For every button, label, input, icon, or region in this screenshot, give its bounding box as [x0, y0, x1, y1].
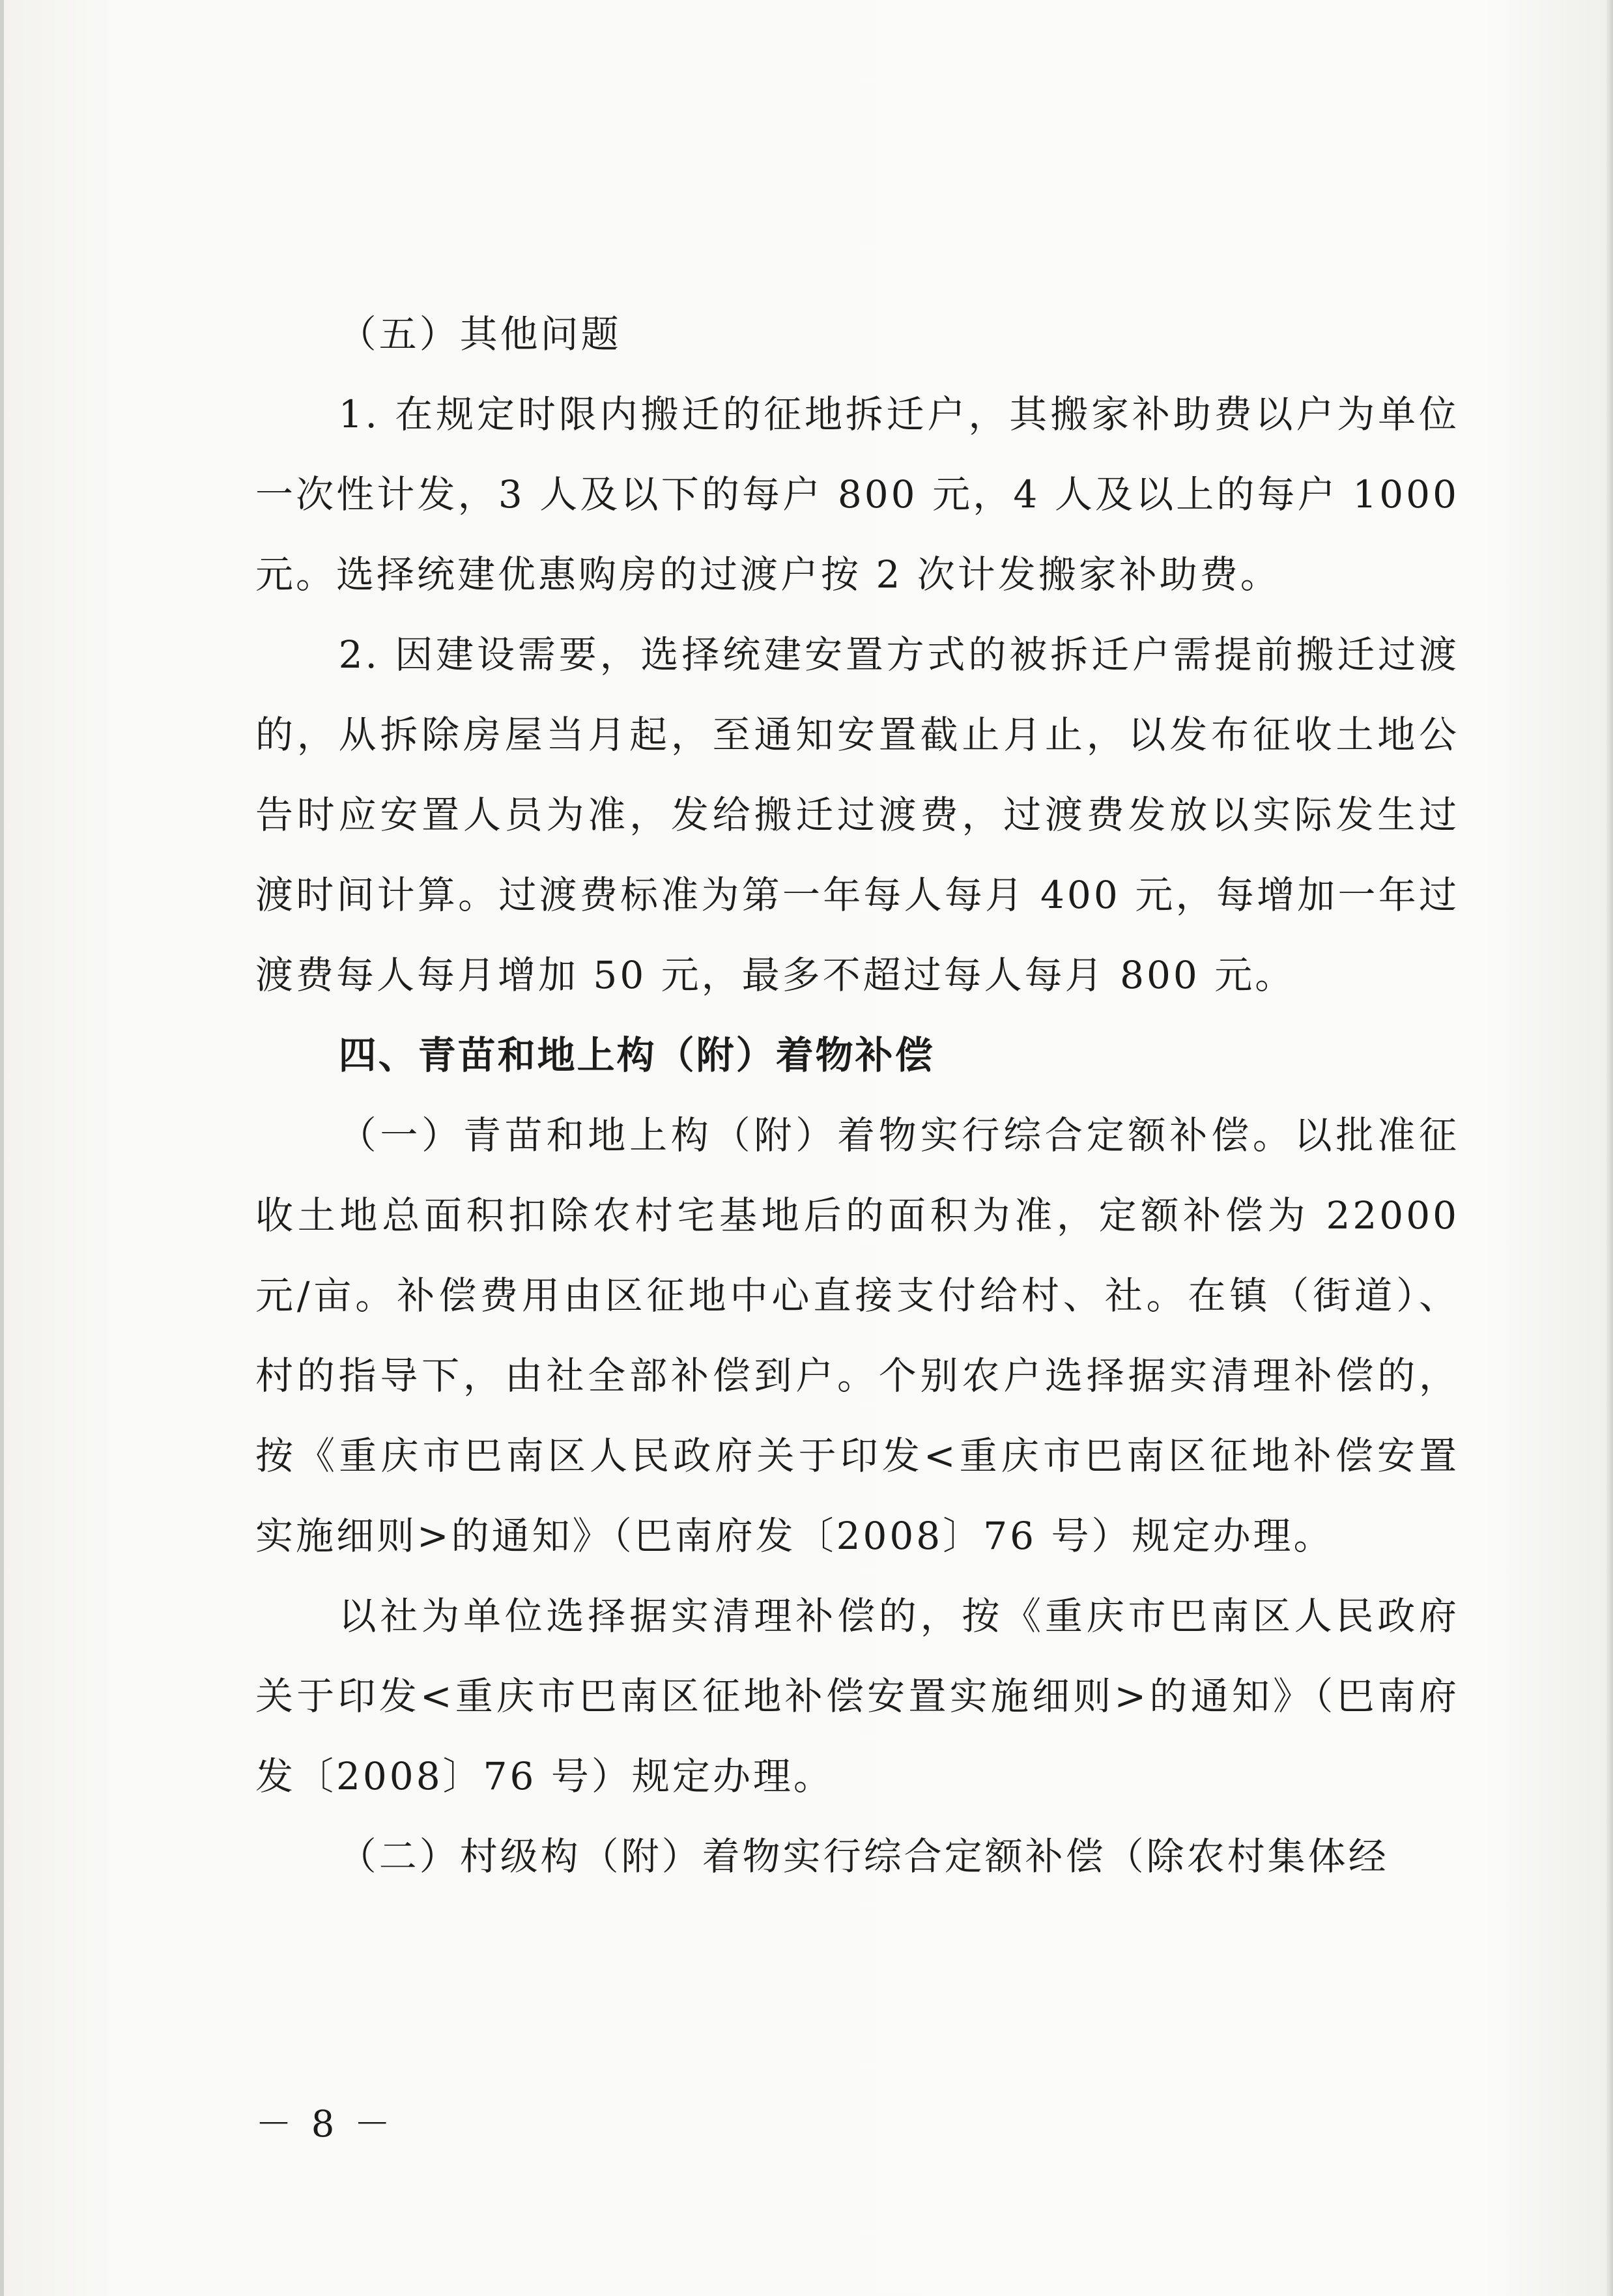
- paragraph-fixed-compensation: （一）青苗和地上构（附）着物实行综合定额补偿。以批准征收土地总面积扣除农村宅基地后的面积为准，定额补偿为 22000 元/亩。补偿费用由区征地中心直接支付给村、社。在镇（街道）、村的指导下，由社全部补偿到户。个别农户选择据实清理补偿的，按《重庆市巴南区人民政府关于印发<重庆市巴南区征地补偿安置实施细则>的通知》（巴南府发〔2008〕76 号）规定办理。: [255, 1113, 1459, 1558]
- paragraph-community-compensation: 以社为单位选择据实清理补偿的，按《重庆市巴南区人民政府关于印发<重庆市巴南区征地补偿安置实施细则>的通知》（巴南府发〔2008〕76 号）规定办理。: [255, 1594, 1459, 1798]
- scan-left-edge: [0, 0, 4, 2296]
- paragraph-transition-fee: 2. 因建设需要，选择统建安置方式的被拆迁户需提前搬迁过渡的，从拆除房屋当月起，至通知安置截止月止，以发布征收土地公告时应安置人员为准，发给搬迁过渡费，过渡费发放以实际发生过渡时间计算。过渡费标准为第一年每人每月 400 元，每增加一年过渡费每人每月增加 50 元，最多不超过每人每月 800 元。: [255, 632, 1459, 997]
- document-body: [255, 294, 1459, 1897]
- paragraph-moving-subsidy: 1. 在规定时限内搬迁的征地拆迁户，其搬家补助费以户为单位一次性计发，3 人及以下的每户 800 元，4 人及以上的每户 1000 元。选择统建优惠购房的过渡户按 2 次计发搬家补助费。: [255, 392, 1459, 597]
- page-number: － 8 －: [255, 2103, 395, 2146]
- subsection-heading-other-issues: （五）其他问题: [338, 312, 621, 356]
- section-heading-crop-compensation: 四、青苗和地上构（附）着物补偿: [338, 1033, 935, 1077]
- scan-right-edge: [1606, 0, 1613, 2296]
- paragraph-village-structures: （二）村级构（附）着物实行综合定额补偿（除农村集体经: [338, 1834, 1389, 1878]
